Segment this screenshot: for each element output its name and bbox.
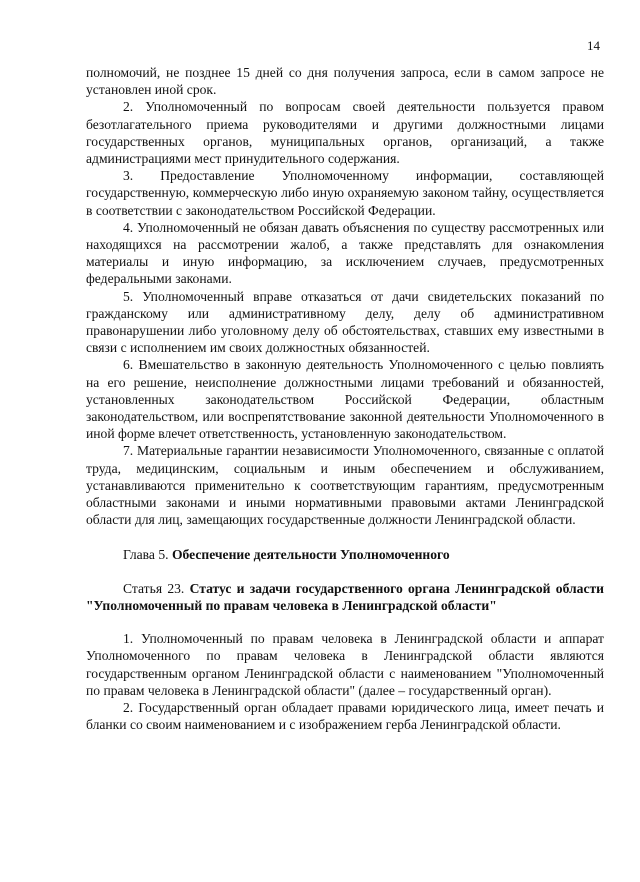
article-paragraph-1: 1. Уполномоченный по правам человека в Ленинградской области и аппарат Уполномоченного по правам человека в Ленинградской области являются государственным органом Ленинградской области с наименованием "Уполномоченный по правам человека в Ленинградской области" (далее – государственный орган). (86, 631, 604, 698)
paragraph-2: 2. Уполномоченный по вопросам своей деятельности пользуется правом безотлагательного приема руководителями и другими должностными лицами государственных органов, муниципальных органов, организаций, а также администрациями мест принудительного содержания. (86, 99, 604, 167)
article-paragraph-2: 2. Государственный орган обладает правами юридического лица, имеет печать и бланки со своим наименованием и с изображением герба Ленинградской области. (86, 699, 604, 733)
article-prefix: Статья 23. (123, 580, 185, 596)
paragraph-continuation: полномочий, не позднее 15 дней со дня получения запроса, если в самом запросе не установлен иной срок. (86, 65, 604, 98)
paragraph-3: 3. Предоставление Уполномоченному информации, составляющей государственную, коммерческую либо иную охраняемую законом тайну, осуществляется в соответствии с законодательством Российской Федерации. (86, 168, 604, 218)
paragraph-5: 5. Уполномоченный вправе отказаться от дачи свидетельских показаний по гражданскому или административному делу, делу об административном правонарушении либо уголовному делу об обстоятельствах, ставших ему известными в связи с исполнением им своих должностных обязанностей. (86, 288, 604, 356)
chapter-title: Обеспечение деятельности Уполномоченного (171, 547, 450, 563)
paragraph-4: 4. Уполномоченный не обязан давать объяснения по существу рассмотренных или находящихся на рассмотрении жалоб, а также представлять для ознакомления материалы и иную информацию, за исключением случаев, предусмотренных федеральными законами. (86, 219, 604, 287)
article-heading (86, 580, 604, 614)
page-number: 14 (587, 38, 600, 53)
paragraph-7: 7. Материальные гарантии независимости Уполномоченного, связанные с оплатой труда, медицинским, социальным и иным обеспечением и обслуживанием, устанавливаются применительно к соответствующим гарантиям, предусмотренным областными законами и иными нормативными правовыми актами Ленинградской области для лиц, замещающих государственные должности Ленинградской области. (86, 443, 604, 528)
document-body (86, 64, 604, 733)
chapter-heading (86, 546, 604, 563)
article-title: Статус и задачи государственного органа Ленинградской области "Уполномоченный по правам человека в Ленинградской области" (86, 580, 604, 613)
paragraph-6: 6. Вмешательство в законную деятельность Уполномоченного с целью повлиять на его решение, неисполнение должностными лицами требований и обязанностей, установленных законодательством Российской Федерации, областным законодательством, или воспрепятствование законной деятельности Уполномоченного в иной форме влечет ответственность, установленную законодательством. (86, 357, 604, 442)
chapter-prefix: Глава 5. (123, 547, 169, 563)
